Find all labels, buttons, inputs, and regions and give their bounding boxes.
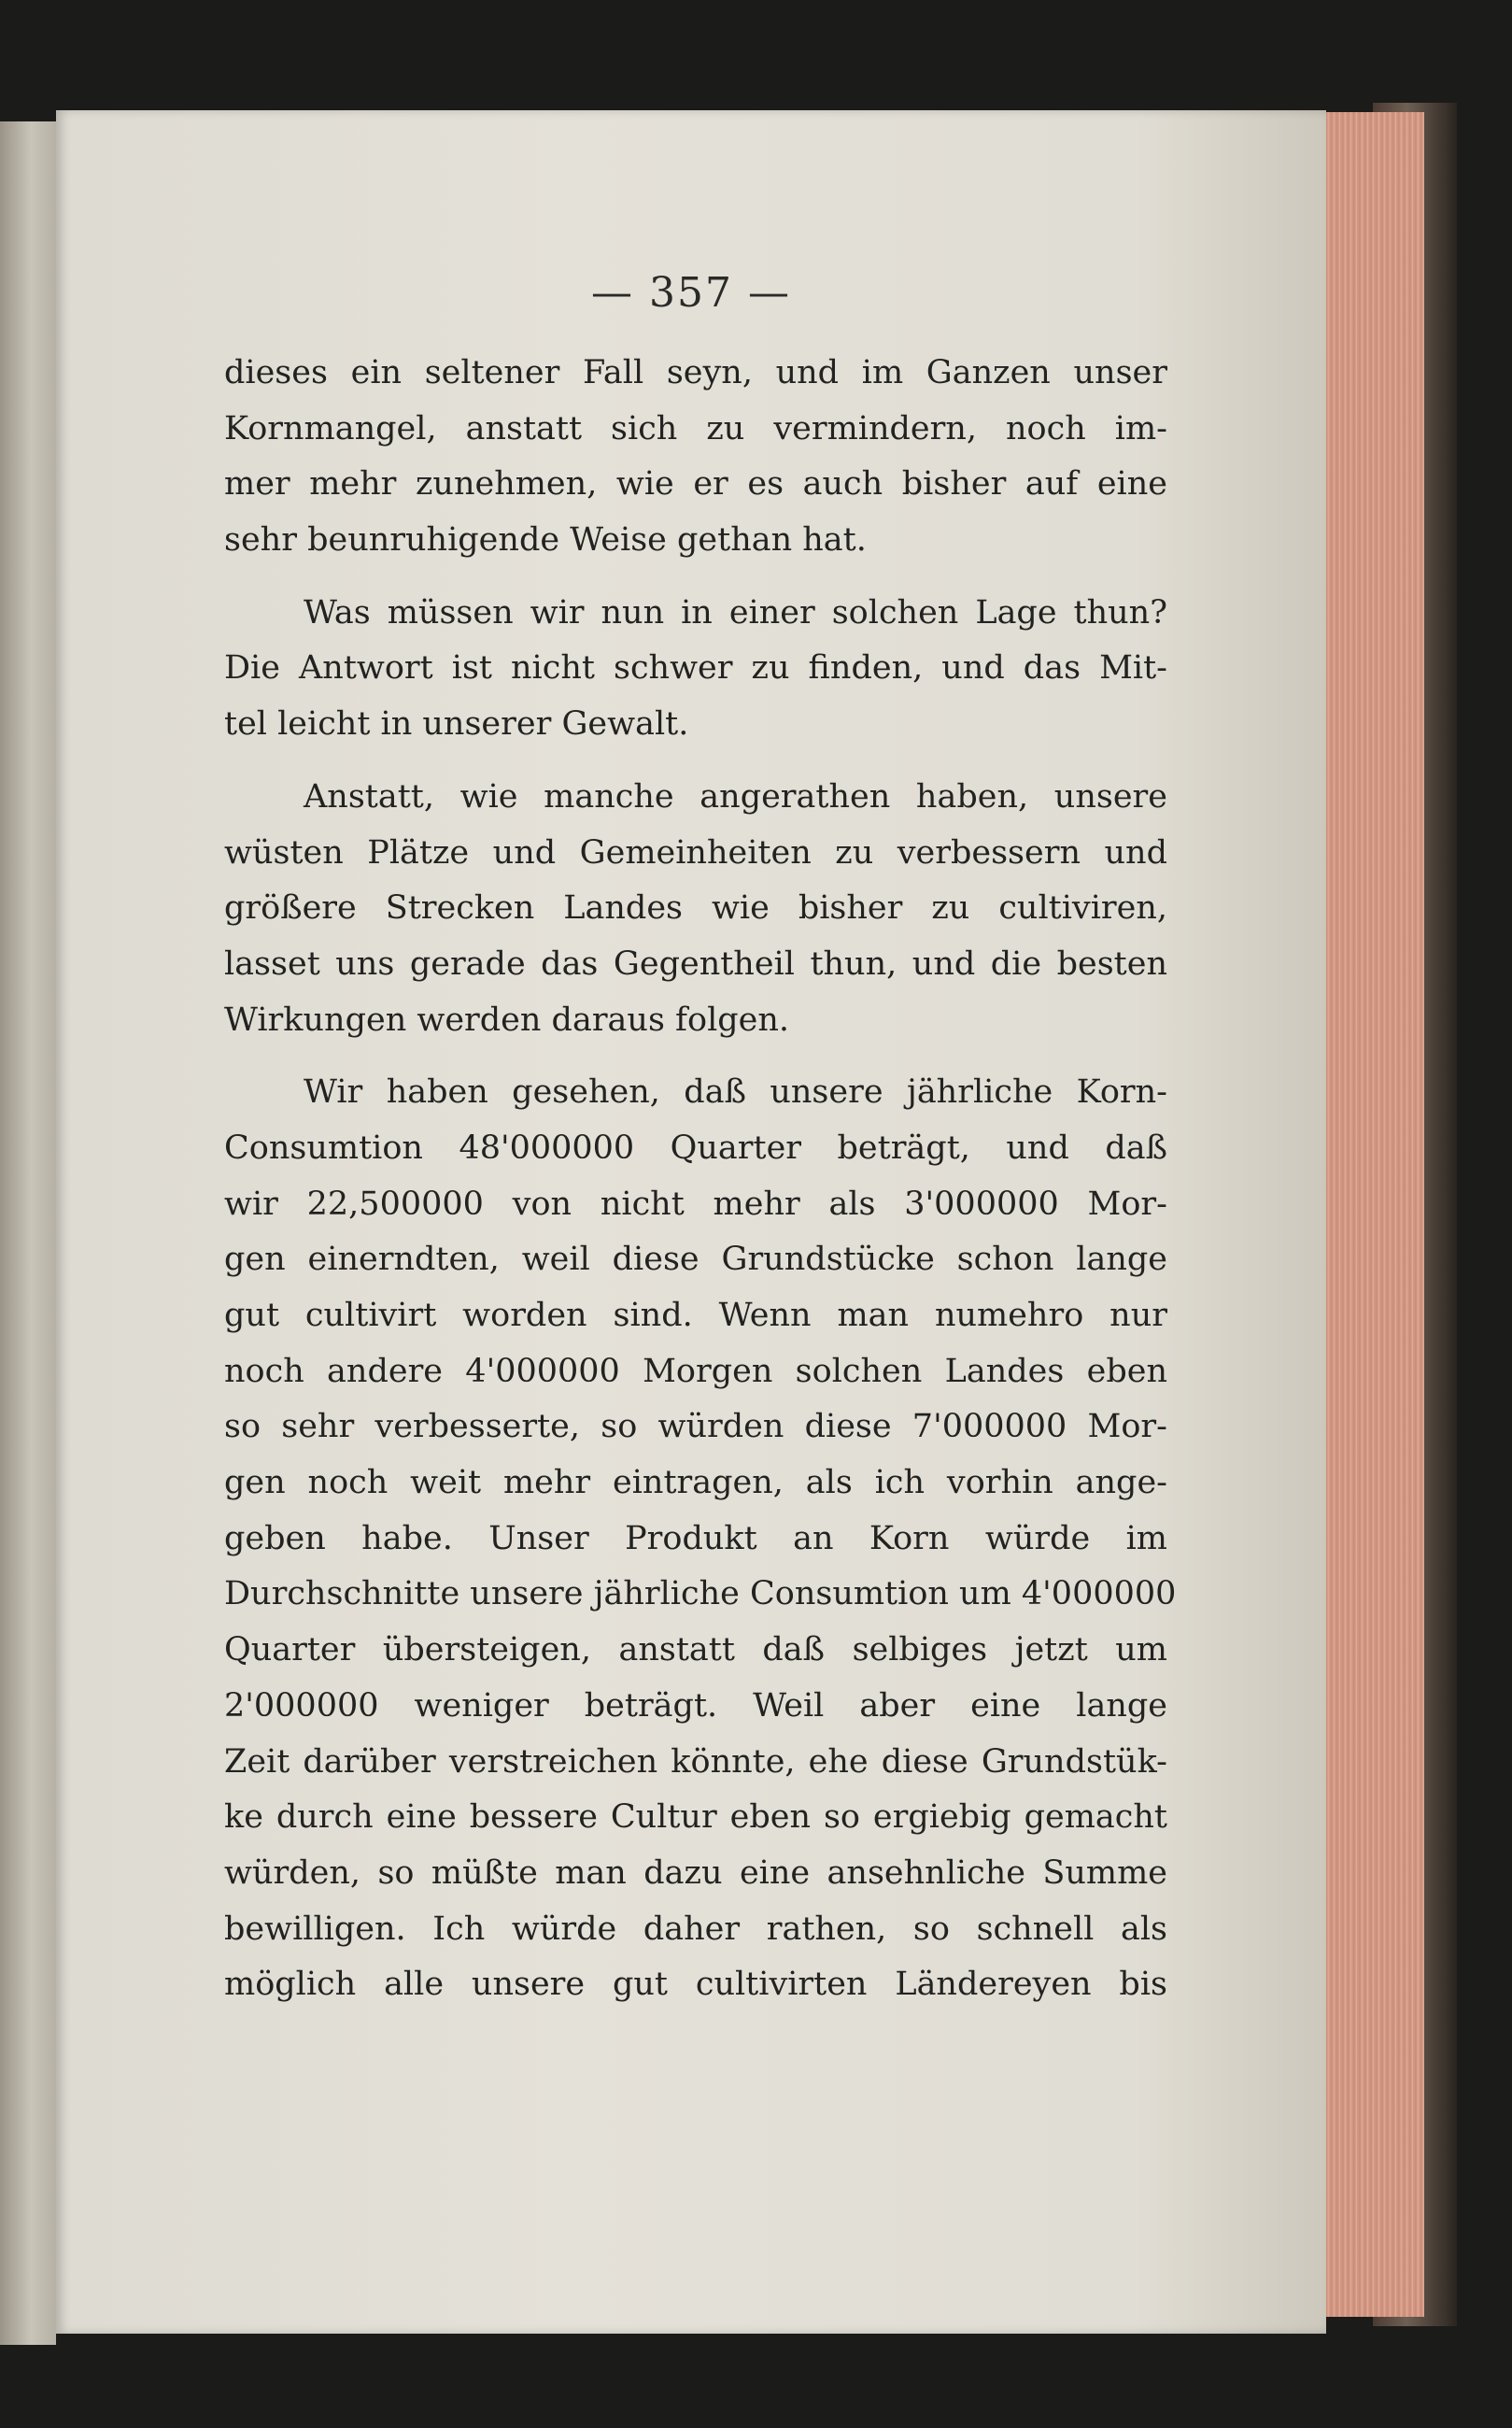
- text-line: Was müssen wir nun in einer solchen Lage thun?: [304, 593, 1167, 632]
- text-line: noch andere 4'000000 Morgen solchen Landes eben: [224, 1352, 1167, 1390]
- text-line: gen einerndten, weil diese Grundstücke schon lange: [224, 1241, 1167, 1279]
- paragraph-gap: [224, 1048, 1167, 1065]
- text-line: bewilligen. Ich würde daher rathen, so schnell als: [224, 1910, 1167, 1948]
- text-line: sehr beunruhigende Weise gethan hat.: [224, 521, 867, 560]
- text-line: 2'000000 weniger beträgt. Weil aber eine lange: [224, 1686, 1167, 1725]
- text-line: geben habe. Unser Produkt an Korn würde im: [224, 1519, 1167, 1557]
- page-block-edge: [1312, 112, 1424, 2317]
- text-line: so sehr verbesserte, so würden diese 7'000000 Mor-: [224, 1408, 1167, 1446]
- text-line: würden, so müßte man dazu eine ansehnliche Summe: [224, 1853, 1167, 1892]
- text-line: mer mehr zunehmen, wie er es auch bisher auf eine: [224, 465, 1167, 504]
- text-line: ke durch eine bessere Cultur eben so ergiebig gemacht: [224, 1798, 1167, 1837]
- text-line: gen noch weit mehr eintragen, als ich vorhin ange-: [224, 1464, 1167, 1502]
- text-line: Anstatt, wie manche angerathen haben, unsere: [304, 777, 1167, 816]
- text-line: Consumtion 48'000000 Quarter beträgt, und daß: [224, 1129, 1167, 1167]
- text-line: Wirkungen werden daraus folgen.: [224, 1001, 790, 1039]
- page-number-header: — 357 —: [591, 269, 791, 317]
- body-text: [224, 346, 1177, 2013]
- text-line: Zeit darüber verstreichen könnte, ehe diese Grundstük-: [224, 1742, 1167, 1781]
- text-line: tel leicht in unserer Gewalt.: [224, 705, 689, 744]
- left-page-edge: [0, 121, 56, 2345]
- text-line: Quarter übersteigen, anstatt daß selbiges jetzt um: [224, 1631, 1167, 1669]
- text-line: lasset uns gerade das Gegentheil thun, und die besten: [224, 944, 1167, 983]
- text-line: Wir haben gesehen, daß unsere jährliche Korn-: [304, 1073, 1167, 1112]
- text-line: Durchschnitte unsere jährliche Consumtion um 4'000000: [224, 1575, 1177, 1613]
- text-line: wir 22,500000 von nicht mehr als 3'000000 Mor-: [224, 1185, 1167, 1223]
- text-line: Kornmangel, anstatt sich zu vermindern, noch im-: [224, 409, 1167, 447]
- text-line: gut cultivirt worden sind. Wenn man numehro nur: [224, 1297, 1167, 1334]
- book-page: [56, 110, 1326, 2334]
- text-line: dieses ein seltener Fall seyn, und im Ganzen unser: [224, 354, 1167, 391]
- text-line: möglich alle unsere gut cultivirten Ländereyen bis: [224, 1966, 1167, 2004]
- text-line: größere Strecken Landes wie bisher zu cultiviren,: [224, 889, 1167, 928]
- paragraph-gap: [224, 569, 1167, 586]
- paragraph-gap: [224, 753, 1167, 770]
- text-line: wüsten Plätze und Gemeinheiten zu verbessern und: [224, 833, 1167, 872]
- text-line: Die Antwort ist nicht schwer zu finden, und das Mit-: [224, 649, 1167, 688]
